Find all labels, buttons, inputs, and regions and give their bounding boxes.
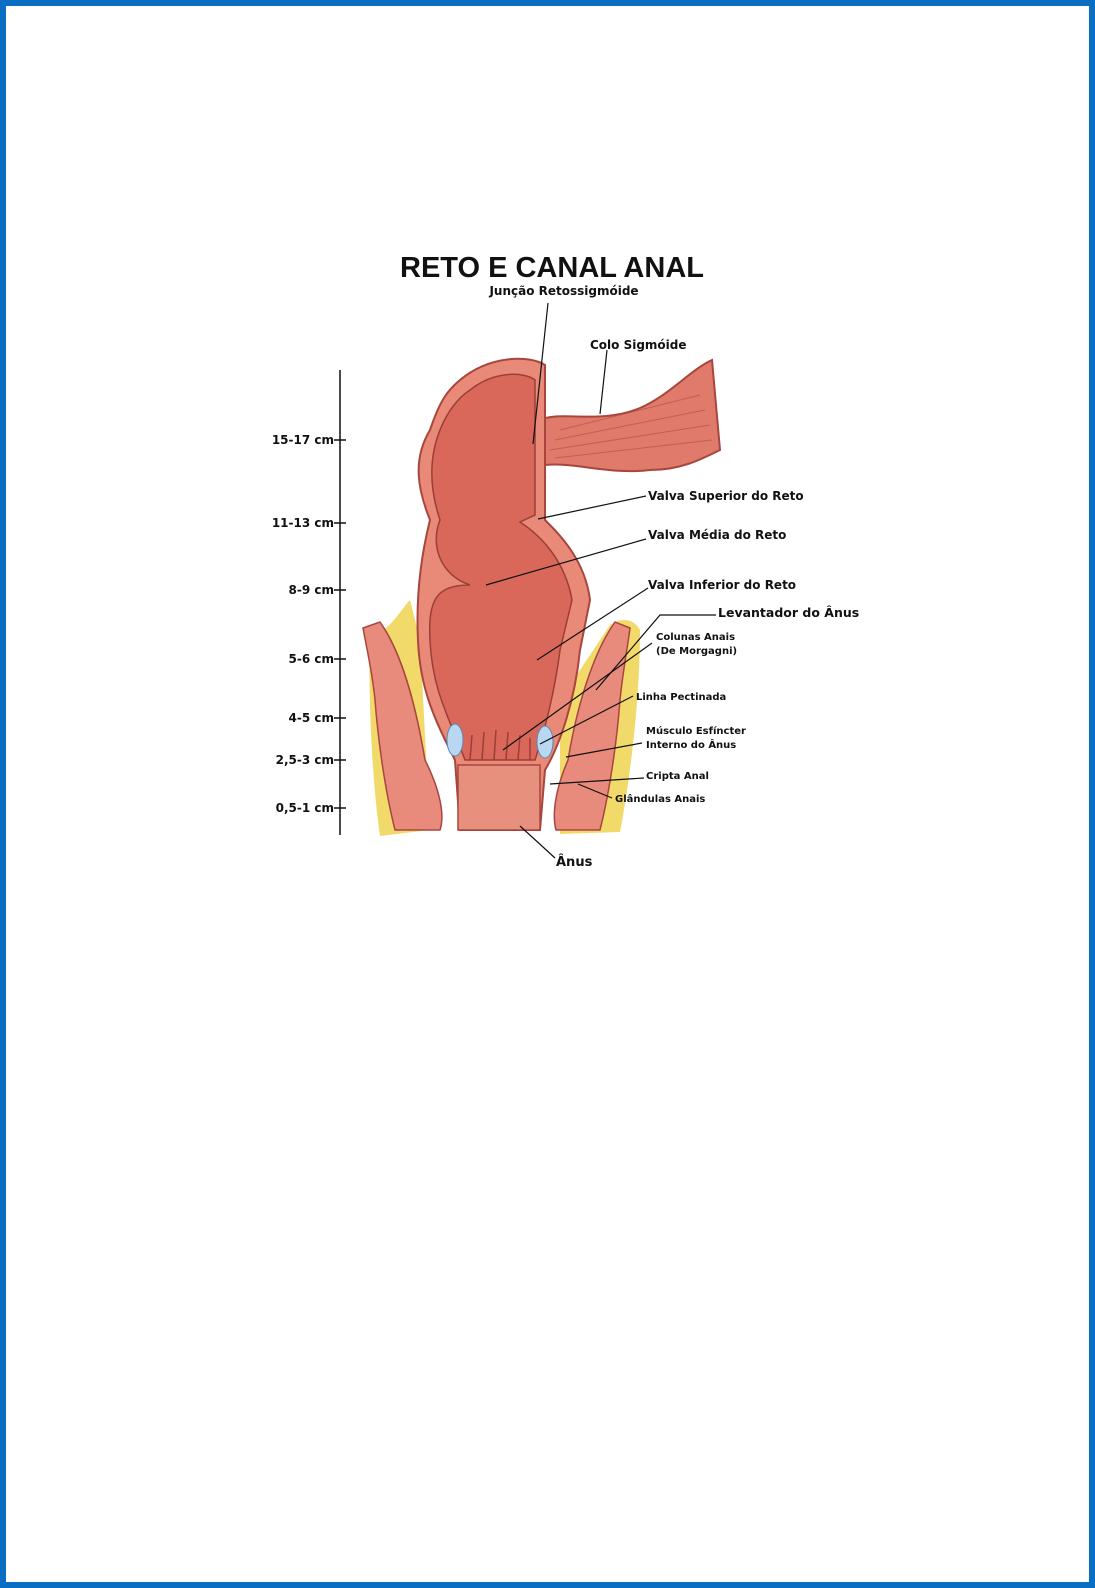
- label-juncao-retossigmoide: Junção Retossigmóide: [489, 284, 639, 298]
- depth-scale: [272, 370, 346, 835]
- label-valva-media: Valva Média do Reto: [648, 528, 787, 542]
- label-valva-superior: Valva Superior do Reto: [648, 489, 804, 503]
- scale-label: 4-5 cm: [288, 711, 334, 725]
- label-musculo-esfincter: Músculo Esfíncter: [646, 726, 746, 737]
- sigmoid-colon: [540, 360, 720, 471]
- label-linha-pectinada: Linha Pectinada: [636, 692, 727, 703]
- label-cripta-anal: Cripta Anal: [646, 771, 709, 782]
- label-glandulas-anais: Glândulas Anais: [615, 794, 706, 805]
- label-de-morgagni: (De Morgagni): [656, 646, 738, 657]
- label-colunas-anais: Colunas Anais: [656, 632, 736, 643]
- scale-label: 15-17 cm: [271, 433, 334, 447]
- anatomy-illustration: [363, 359, 720, 836]
- label-colo-sigmoide: Colo Sigmóide: [590, 338, 687, 352]
- scale-label: 11-13 cm: [271, 516, 334, 530]
- label-anus: Ânus: [556, 855, 593, 870]
- scale-label: 2,5-3 cm: [275, 753, 334, 767]
- diagram-title: RETO E CANAL ANAL: [400, 252, 704, 284]
- scale-label: 5-6 cm: [288, 652, 334, 666]
- vessel-left: [447, 724, 463, 756]
- leader-colo-sigmoide: [600, 350, 607, 414]
- anal-canal: [458, 765, 540, 830]
- label-interno-do-anus: Interno do Ânus: [646, 740, 737, 751]
- leader-valva-superior: [538, 496, 646, 519]
- scale-label: 0,5-1 cm: [275, 801, 334, 815]
- label-levantador-anus: Levantador do Ânus: [718, 605, 860, 620]
- scale-label: 8-9 cm: [288, 583, 334, 597]
- label-valva-inferior: Valva Inferior do Reto: [648, 578, 797, 592]
